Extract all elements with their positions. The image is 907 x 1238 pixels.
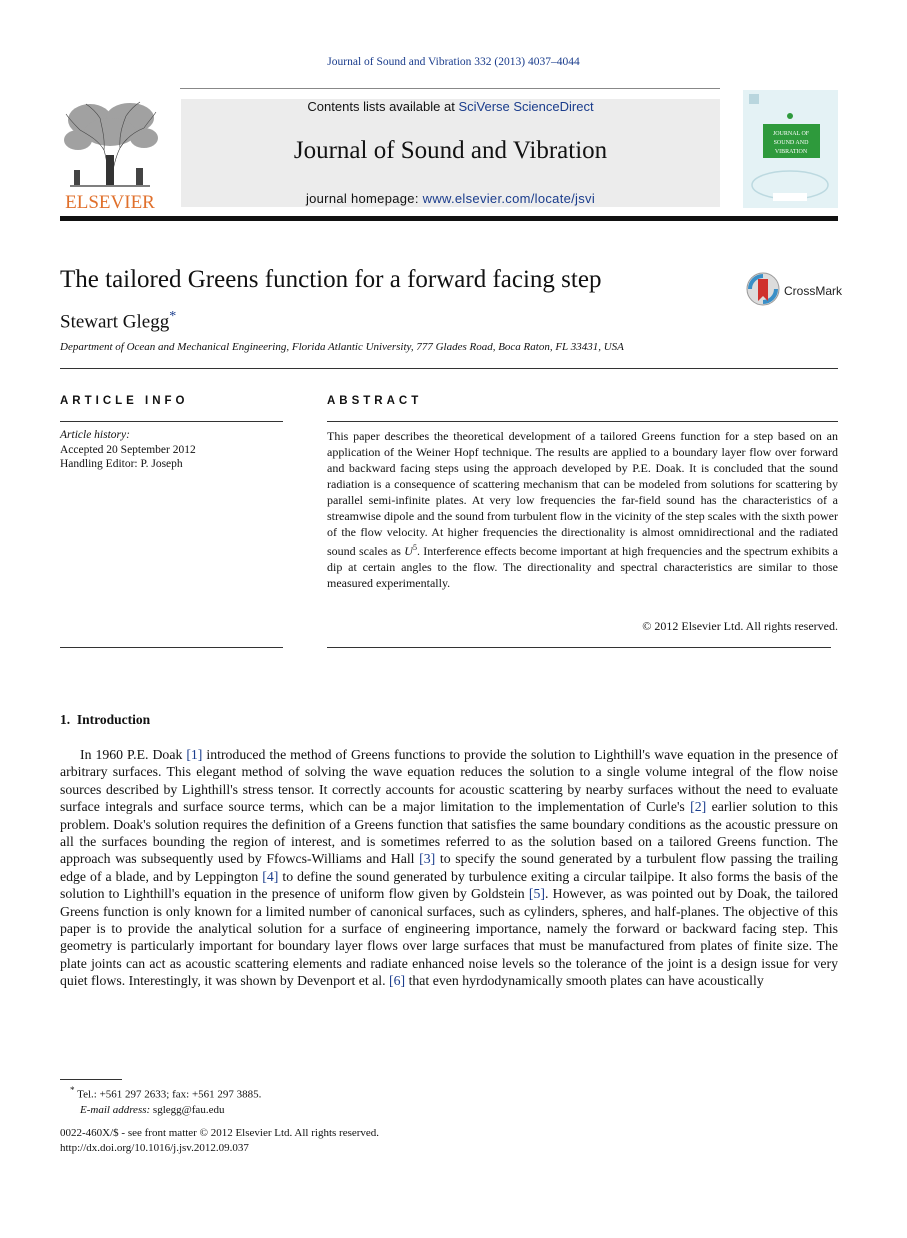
handling-editor: Handling Editor: P. Joseph <box>60 458 183 470</box>
issn-and-doi <box>60 1126 379 1156</box>
abstract-text-part1: This paper describes the theoretical development of a tailored Greens function for a step based on an application of the Weiner Hopf technique. The results are applied to a boundary layer flow over forward and backward facing steps using the approach developed by P.E. Doak. It is concluded that the sound radiation is a consequence of scattering mechanism that can be modeled from solutions for scattering by parallel semi-infinite plates. At very low frequencies the far-field sound has the characteristics of a streamwise dipole and the sound from turbulent flow in the vicinity of the step scales with the sixth power of the flow velocity. At higher frequencies the directionality is almost omnidirectional and the radiated sound scales as <box>327 429 838 558</box>
author-footnote <box>60 1083 261 1118</box>
abstract-heading: ABSTRACT <box>327 395 423 407</box>
cover-title-line-2: SOUND AND <box>773 140 809 146</box>
contents-line <box>181 99 720 114</box>
divider <box>327 421 838 422</box>
email-label: E-mail address: <box>80 1103 151 1116</box>
cover-title-line-1: JOURNAL OF <box>772 131 810 137</box>
email-address[interactable]: sglegg@fau.edu <box>152 1103 225 1116</box>
author-name <box>60 309 176 333</box>
citation-link[interactable]: [5] <box>528 886 545 902</box>
footnote-email-line <box>60 1103 261 1118</box>
intro-text: to define the sound generated by turbulence exiting a circular tailpipe. It also forms the basis of the solution to Lighthill's equation in the presence of uniform flow given by Goldstein <box>60 868 839 902</box>
divider <box>60 421 283 422</box>
intro-text: . However, as was pointed out by Doak, the tailored Greens function is only known for a limited number of canonical surfaces, such as cylinders, spheres, and half-planes. The objective of this paper is to provide the analytical solution for a surface of engineering importance, namely the forward or backward facing step. This geometry is particularly important for boundary layer flows over large surfaces that must be manufactured from plates of finite size. The plate joints can act as acoustic scattering elements and radiate enhanced noise levels so the tolerance of the joint is a design issue for very quiet flows. Interestingly, it was shown by Devenport et al. <box>60 886 838 989</box>
crossmark-icon <box>746 271 846 311</box>
section-heading-introduction: 1. Introduction <box>60 712 151 727</box>
journal-cover-icon <box>743 90 838 208</box>
journal-cover-thumbnail[interactable] <box>743 90 838 208</box>
footnote-contact <box>60 1083 261 1103</box>
author-footnote-mark[interactable]: * <box>169 309 177 324</box>
issn-line: 0022-460X/$ - see front matter © 2012 Elsevier Ltd. All rights reserved. <box>60 1127 380 1139</box>
journal-title: Journal of Sound and Vibration <box>293 137 608 164</box>
abstract-copyright: © 2012 Elsevier Ltd. All rights reserved. <box>642 619 838 633</box>
intro-text: introduced the method of Greens functions to provide the solution to Lighthill's wave equation in the presence of arbitrary surfaces. This elegant method of solving the wave equation reduces the solution to a single volume integral of the flow noise sources described by Lighthill's stress tensor. It correctly accounts for acoustic scattering by nearby surfaces without the need to evaluate surface integrals and surface source terms, which can be a major limitation to the implementation of Curle's <box>60 747 838 815</box>
sciencedirect-link[interactable]: SciVerse ScienceDirect <box>458 99 594 114</box>
footnote-tel: Tel.: +561 297 2633; fax: +561 297 3885. <box>77 1088 262 1101</box>
divider <box>327 647 831 648</box>
journal-reference[interactable]: Journal of Sound and Vibration 332 (2013) 4037–4044 <box>327 56 580 68</box>
history-label: Article history: <box>60 429 130 441</box>
homepage-line <box>181 191 720 206</box>
abstract-body <box>327 428 838 591</box>
article-title: The tailored Greens function for a forward facing step <box>60 266 602 293</box>
elsevier-logo[interactable] <box>60 100 160 212</box>
intro-text: to specify the sound generated by a turbulent flow passing the trailing edge of a blade, and by Leppington <box>60 851 838 884</box>
crossmark-badge[interactable] <box>746 271 846 311</box>
divider <box>60 647 283 648</box>
homepage-link[interactable]: www.elsevier.com/locate/jsvi <box>422 191 596 206</box>
intro-text: that even hyrdodynamically smooth plates can have acoustically <box>405 973 764 989</box>
doi-link[interactable]: http://dx.doi.org/10.1016/j.jsv.2012.09.037 <box>60 1142 249 1154</box>
author-name-text: Stewart Glegg <box>60 311 170 333</box>
header-rule <box>180 88 720 89</box>
abstract-text-part2: . Interference effects become important at high frequencies and the spectrum exhibits a dip at certain angles to the flow. The directionality and spectral characteristics are similar to those measured experimentally. <box>327 544 838 590</box>
header-thick-rule <box>60 216 838 221</box>
article-history <box>60 428 196 472</box>
footnote-mark: * <box>70 1085 75 1095</box>
affiliation: Department of Ocean and Mechanical Engineering, Florida Atlantic University, 777 Glades Road, Boca Raton, FL 33431, USA <box>60 341 624 353</box>
article-info-heading: ARTICLE INFO <box>60 395 189 407</box>
math-exponent: 5 <box>412 543 417 552</box>
homepage-prefix: journal homepage: <box>305 191 423 206</box>
footnote-rule <box>60 1079 122 1080</box>
math-variable: U <box>404 544 413 558</box>
publisher-name: ELSEVIER <box>65 192 155 212</box>
citation-link[interactable]: [6] <box>389 973 406 989</box>
crossmark-label: CrossMark <box>784 284 843 298</box>
citation-link[interactable]: [3] <box>419 851 436 867</box>
citation-link[interactable]: [4] <box>262 868 279 884</box>
contents-prefix: Contents lists available at <box>307 99 459 114</box>
citation-link[interactable]: [1] <box>186 747 203 762</box>
divider <box>60 368 838 369</box>
citation-link[interactable]: [2] <box>690 799 707 815</box>
cover-title-line-3: VIBRATION <box>774 149 808 155</box>
intro-text: earlier solution to this problem. Doak's solution requires the definition of a Greens function that satisfies the same boundary conditions as the acoustic pressure on all the surfaces bounding the region of interest, and is sometimes referred to as the solution based on a tailored Greens function. The approach was subsequently used by Ffowcs-Williams and Hall <box>60 799 839 867</box>
accepted-date: Accepted 20 September 2012 <box>60 443 196 456</box>
elsevier-tree-icon <box>60 100 160 212</box>
introduction-paragraph <box>60 746 838 990</box>
intro-text: In 1960 P.E. Doak <box>80 747 187 762</box>
